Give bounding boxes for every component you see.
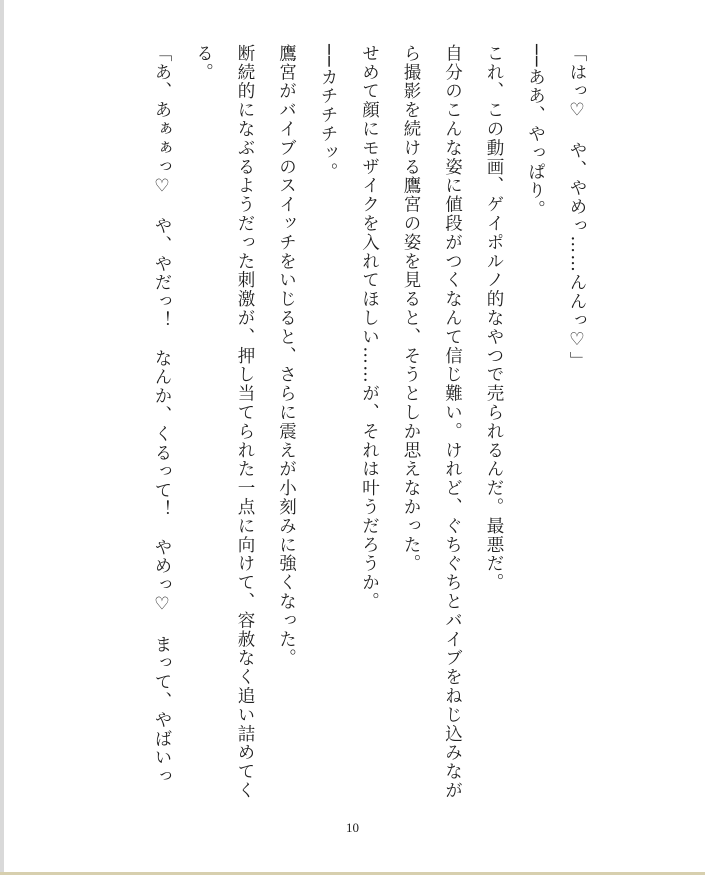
text-line: ら撮影を続ける鷹宮の姿を見ると、そうとしか思えなかった。 <box>401 44 421 574</box>
page-number: 10 <box>346 820 359 835</box>
book-page <box>4 0 705 872</box>
text-line: これ、この動画、ゲイポルノ的なやつで売られるんだ。最悪だ。 <box>484 44 504 593</box>
text-line: ──カチチチッ。 <box>318 44 338 182</box>
text-line: 「はっ♡ や、やめっ……んんっ♡」 <box>567 44 587 371</box>
text-line: 鷹宮がバイブのスイッチをいじると、さらに震えが小刻みに強くなった。 <box>276 44 297 668</box>
text-line: せめて顔にモザイクを入れてほしい……が、それは叶うだろうか。 <box>359 44 380 611</box>
text-line: る。 <box>193 44 214 82</box>
text-line: 断続的になぶるようだった刺激が、押し当てられた一点に向けて、容赦なく追い詰めてく <box>235 44 255 800</box>
text-line: 自分のこんな姿に値段がつくなんて信じ難い。けれど、ぐちぐちとバイブをねじ込みなが <box>442 44 463 800</box>
text-line: 「あ、あぁぁっ♡ や、やだっ！ なんか、くるって！ やめっ♡ まって、やばいっ <box>152 44 172 787</box>
vertical-text-body <box>141 44 598 800</box>
text-line: ──ああ、やっぱり。 <box>525 44 546 220</box>
